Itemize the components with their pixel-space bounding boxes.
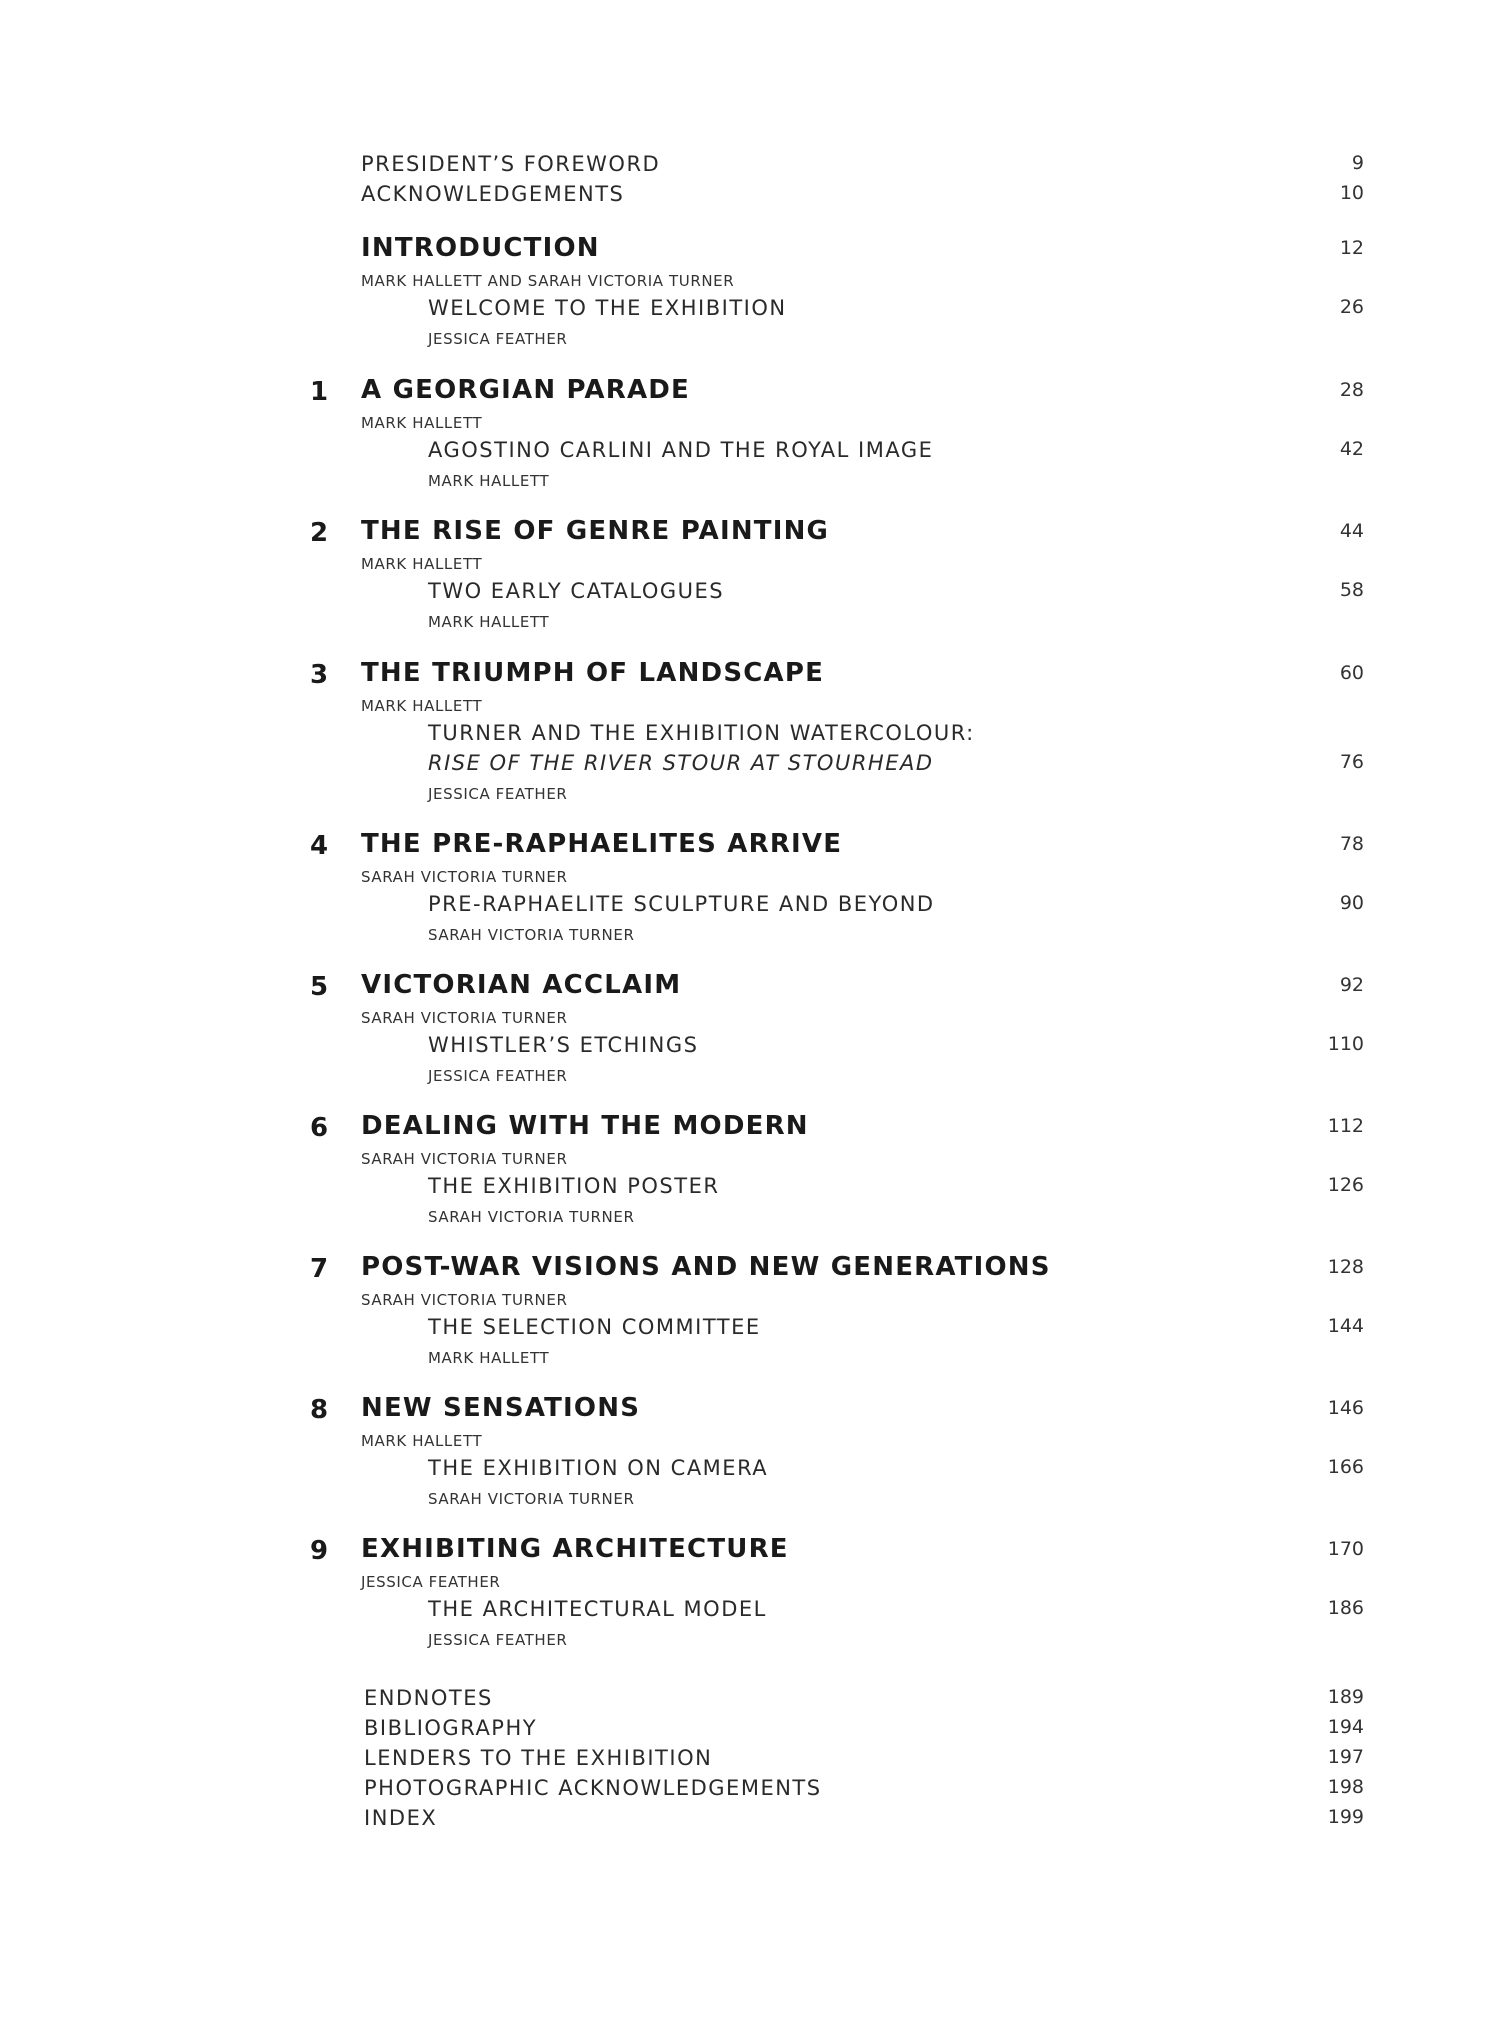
essay-title: THE EXHIBITION POSTER [428, 1174, 720, 1198]
chapter-page: 28 [1339, 379, 1364, 401]
back-matter-title: INDEX [364, 1806, 438, 1830]
essay-title: THE ARCHITECTURAL MODEL [428, 1597, 767, 1621]
chapter-number: 5 [310, 972, 329, 1002]
chapter-title: NEW SENSATIONS [361, 1393, 641, 1423]
essay-page: 144 [1327, 1315, 1364, 1337]
back-matter-title: LENDERS TO THE EXHIBITION [364, 1746, 713, 1770]
chapter-author: MARK HALLETT [361, 697, 483, 715]
essay-author: JESSICA FEATHER [428, 1631, 568, 1649]
chapter-page: 44 [1339, 520, 1364, 542]
chapter-number: 7 [310, 1254, 329, 1284]
essay-author: MARK HALLETT [428, 472, 550, 490]
chapter-author: SARAH VICTORIA TURNER [361, 1291, 568, 1309]
chapter-author: MARK HALLETT [361, 1432, 483, 1450]
essay-title: WHISTLER’S ETCHINGS [428, 1033, 699, 1057]
essay-subtitle: RISE OF THE RIVER STOUR AT STOURHEAD [428, 751, 934, 775]
chapter-author: JESSICA FEATHER [361, 1573, 501, 1591]
essay-author: SARAH VICTORIA TURNER [428, 1490, 635, 1508]
chapter-title: DEALING WITH THE MODERN [361, 1111, 809, 1141]
back-matter-title: ENDNOTES [364, 1686, 493, 1710]
chapter-author: MARK HALLETT [361, 414, 483, 432]
chapter-number: 4 [310, 831, 329, 861]
essay-title: AGOSTINO CARLINI AND THE ROYAL IMAGE [428, 438, 934, 462]
essay-author: SARAH VICTORIA TURNER [428, 1208, 635, 1226]
introduction-title: INTRODUCTION [361, 233, 600, 263]
back-matter-page: 198 [1327, 1776, 1364, 1798]
chapter-title: VICTORIAN ACCLAIM [361, 970, 682, 1000]
essay-title: WELCOME TO THE EXHIBITION [428, 296, 787, 320]
essay-page: 42 [1339, 438, 1364, 460]
essay-title: THE EXHIBITION ON CAMERA [428, 1456, 769, 1480]
back-matter-page: 197 [1327, 1746, 1364, 1768]
essay-author: SARAH VICTORIA TURNER [428, 926, 635, 944]
essay-title: TWO EARLY CATALOGUES [428, 579, 725, 603]
essay-page: 26 [1339, 296, 1364, 318]
essay-author: MARK HALLETT [428, 613, 550, 631]
chapter-page: 112 [1327, 1115, 1364, 1137]
chapter-number: 2 [310, 518, 329, 548]
chapter-title: EXHIBITING ARCHITECTURE [361, 1534, 789, 1564]
chapter-page: 92 [1339, 974, 1364, 996]
chapter-title: THE PRE-RAPHAELITES ARRIVE [361, 829, 843, 859]
essay-page: 76 [1339, 751, 1364, 773]
essay-page: 186 [1327, 1597, 1364, 1619]
back-matter-page: 189 [1327, 1686, 1364, 1708]
essay-page: 58 [1339, 579, 1364, 601]
back-matter-page: 194 [1327, 1716, 1364, 1738]
chapter-title: THE RISE OF GENRE PAINTING [361, 516, 830, 546]
chapter-number: 9 [310, 1536, 329, 1566]
introduction-page: 12 [1339, 237, 1364, 259]
chapter-author: MARK HALLETT [361, 555, 483, 573]
chapter-page: 146 [1327, 1397, 1364, 1419]
chapter-author: SARAH VICTORIA TURNER [361, 1150, 568, 1168]
essay-author: JESSICA FEATHER [428, 330, 568, 348]
chapter-number: 8 [310, 1395, 329, 1425]
chapter-number: 6 [310, 1113, 329, 1143]
essay-title: THE SELECTION COMMITTEE [428, 1315, 761, 1339]
essay-author: JESSICA FEATHER [428, 1067, 568, 1085]
chapter-author: SARAH VICTORIA TURNER [361, 868, 568, 886]
back-matter-title: BIBLIOGRAPHY [364, 1716, 538, 1740]
chapter-number: 1 [310, 377, 329, 407]
front-matter-page: 10 [1339, 182, 1364, 204]
essay-author: JESSICA FEATHER [428, 785, 568, 803]
essay-author: MARK HALLETT [428, 1349, 550, 1367]
essay-title: TURNER AND THE EXHIBITION WATERCOLOUR: [428, 721, 975, 745]
chapter-title: POST-WAR VISIONS AND NEW GENERATIONS [361, 1252, 1051, 1282]
essay-title: PRE-RAPHAELITE SCULPTURE AND BEYOND [428, 892, 935, 916]
chapter-title: A GEORGIAN PARADE [361, 375, 691, 405]
chapter-title: THE TRIUMPH OF LANDSCAPE [361, 658, 825, 688]
chapter-page: 128 [1327, 1256, 1364, 1278]
front-matter-title: PRESIDENT’S FOREWORD [361, 152, 661, 176]
essay-page: 90 [1339, 892, 1364, 914]
front-matter-title: ACKNOWLEDGEMENTS [361, 182, 625, 206]
essay-page: 126 [1327, 1174, 1364, 1196]
essay-page: 166 [1327, 1456, 1364, 1478]
introduction-author: MARK HALLETT AND SARAH VICTORIA TURNER [361, 272, 735, 290]
front-matter-page: 9 [1351, 152, 1364, 174]
chapter-page: 78 [1339, 833, 1364, 855]
essay-page: 110 [1327, 1033, 1364, 1055]
chapter-number: 3 [310, 660, 329, 690]
chapter-page: 170 [1327, 1538, 1364, 1560]
chapter-page: 60 [1339, 662, 1364, 684]
chapter-author: SARAH VICTORIA TURNER [361, 1009, 568, 1027]
back-matter-title: PHOTOGRAPHIC ACKNOWLEDGEMENTS [364, 1776, 822, 1800]
back-matter-page: 199 [1327, 1806, 1364, 1828]
